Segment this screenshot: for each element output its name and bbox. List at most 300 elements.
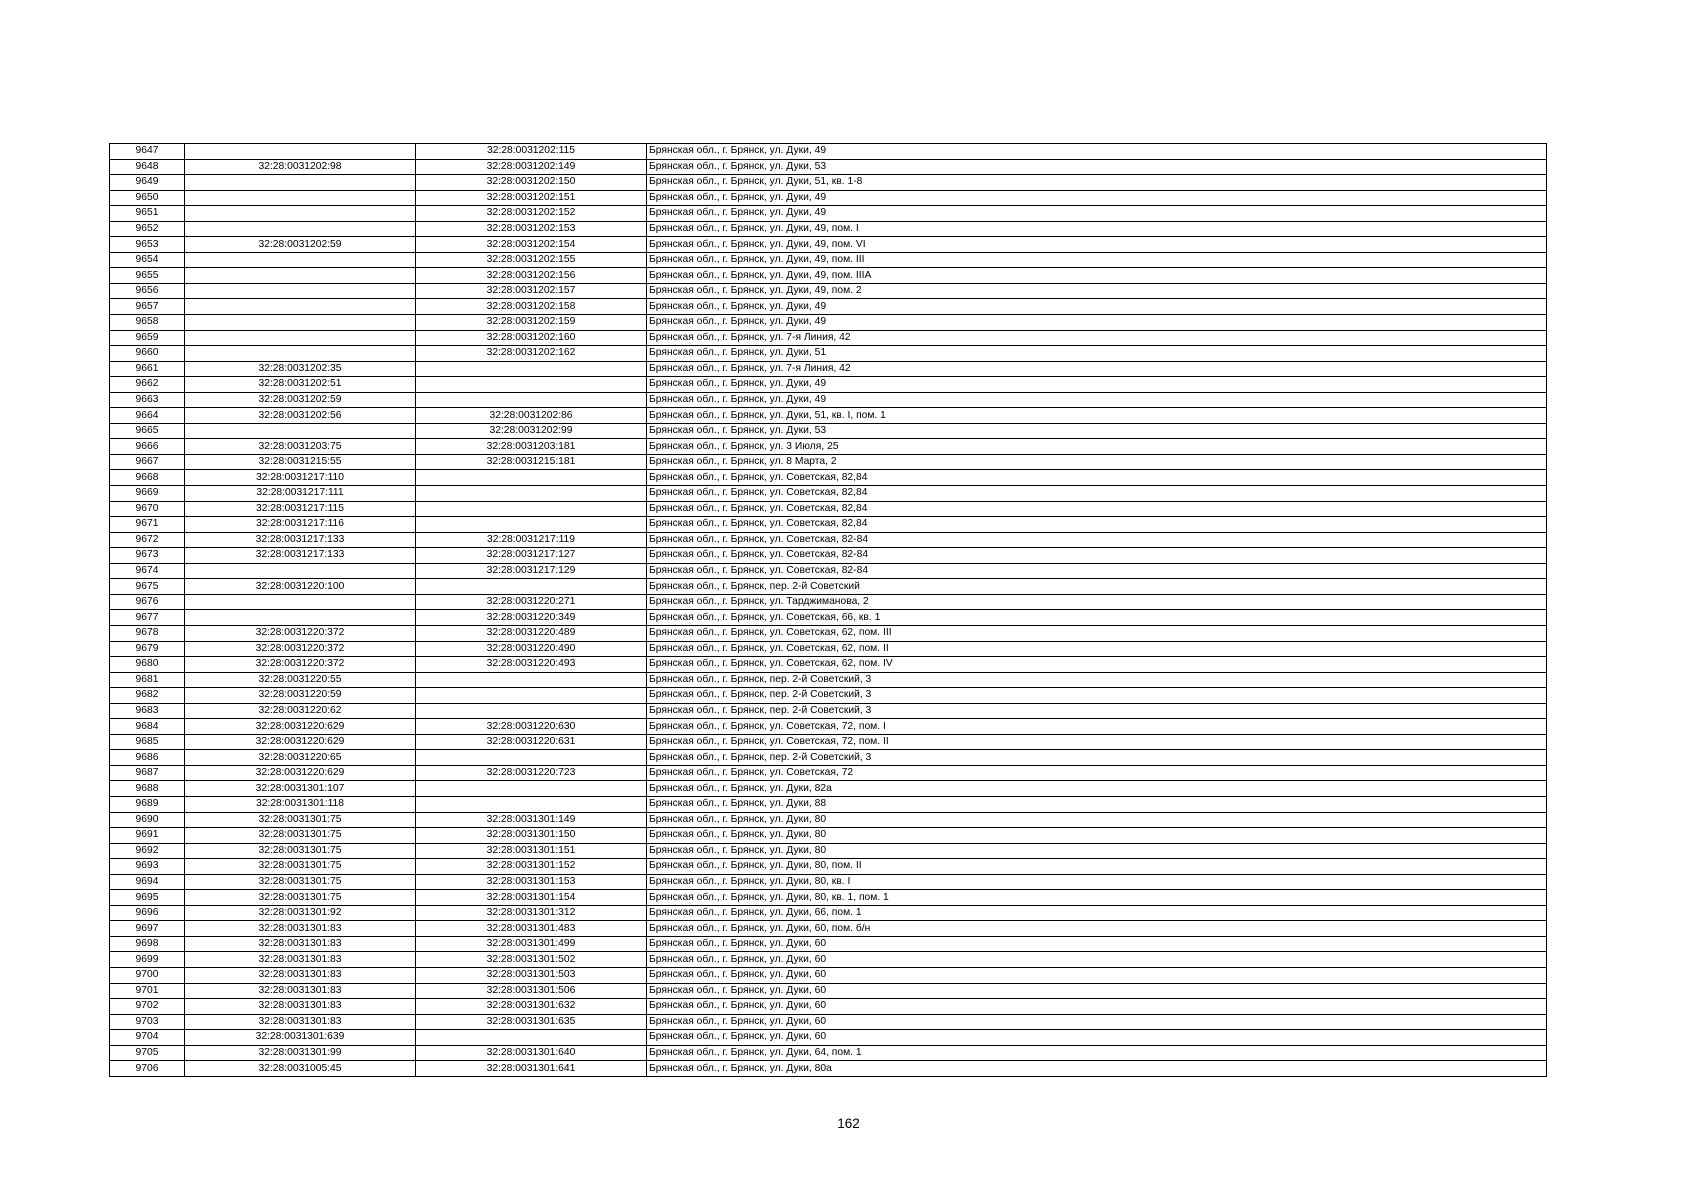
cadastral-number-cell [416, 517, 647, 533]
row-number-cell: 9667 [110, 454, 185, 470]
table-row [110, 501, 1547, 517]
row-number-cell: 9702 [110, 999, 185, 1015]
parent-cadastral-number-cell [185, 346, 416, 362]
parent-cadastral-number-cell [185, 221, 416, 237]
table-row [110, 703, 1547, 719]
address-cell: Брянская обл., г. Брянск, ул. Советская, 82,84 [647, 501, 1547, 517]
row-number-cell: 9680 [110, 657, 185, 673]
table-row [110, 905, 1547, 921]
table-row [110, 315, 1547, 331]
address-cell: Брянская обл., г. Брянск, ул. Дуки, 80, кв. 1, пом. 1 [647, 890, 1547, 906]
address-cell: Брянская обл., г. Брянск, ул. Дуки, 49 [647, 392, 1547, 408]
address-cell: Брянская обл., г. Брянск, ул. Тарджиманова, 2 [647, 594, 1547, 610]
table-row [110, 936, 1547, 952]
cadastral-number-cell: 32:28:0031301:151 [416, 843, 647, 859]
address-cell: Брянская обл., г. Брянск, ул. Дуки, 60 [647, 1014, 1547, 1030]
parent-cadastral-number-cell: 32:28:0031005:45 [185, 1061, 416, 1077]
cadastral-number-cell: 32:28:0031220:723 [416, 765, 647, 781]
cadastral-number-cell [416, 392, 647, 408]
cadastral-number-cell: 32:28:0031202:155 [416, 252, 647, 268]
cadastral-number-cell [416, 703, 647, 719]
cadastral-number-cell: 32:28:0031220:630 [416, 719, 647, 735]
parent-cadastral-number-cell: 32:28:0031301:118 [185, 796, 416, 812]
cadastral-number-cell [416, 377, 647, 393]
parent-cadastral-number-cell: 32:28:0031217:133 [185, 532, 416, 548]
parent-cadastral-number-cell: 32:28:0031301:83 [185, 921, 416, 937]
table-row [110, 470, 1547, 486]
parent-cadastral-number-cell: 32:28:0031202:51 [185, 377, 416, 393]
cadastral-number-cell: 32:28:0031301:153 [416, 874, 647, 890]
parent-cadastral-number-cell: 32:28:0031202:59 [185, 392, 416, 408]
address-cell: Брянская обл., г. Брянск, ул. Советская, 82,84 [647, 517, 1547, 533]
address-cell: Брянская обл., г. Брянск, ул. Дуки, 60 [647, 983, 1547, 999]
address-cell: Брянская обл., г. Брянск, ул. Дуки, 80 [647, 843, 1547, 859]
row-number-cell: 9653 [110, 237, 185, 253]
row-number-cell: 9656 [110, 283, 185, 299]
cadastral-number-cell: 32:28:0031202:156 [416, 268, 647, 284]
parent-cadastral-number-cell: 32:28:0031301:75 [185, 828, 416, 844]
cadastral-number-cell: 32:28:0031217:119 [416, 532, 647, 548]
address-cell: Брянская обл., г. Брянск, ул. Советская, 62, пом. IV [647, 657, 1547, 673]
parent-cadastral-number-cell: 32:28:0031301:107 [185, 781, 416, 797]
address-cell: Брянская обл., г. Брянск, ул. Советская, 72, пом. I [647, 719, 1547, 735]
parent-cadastral-number-cell: 32:28:0031301:83 [185, 936, 416, 952]
row-number-cell: 9692 [110, 843, 185, 859]
address-cell: Брянская обл., г. Брянск, ул. Дуки, 80, пом. II [647, 859, 1547, 875]
row-number-cell: 9668 [110, 470, 185, 486]
row-number-cell: 9695 [110, 890, 185, 906]
address-cell: Брянская обл., г. Брянск, ул. Дуки, 49, пом. I [647, 221, 1547, 237]
address-cell: Брянская обл., г. Брянск, ул. Советская, 82,84 [647, 470, 1547, 486]
table-row [110, 361, 1547, 377]
cadastral-number-cell: 32:28:0031202:149 [416, 159, 647, 175]
table-row [110, 921, 1547, 937]
cadastral-number-cell: 32:28:0031202:151 [416, 190, 647, 206]
row-number-cell: 9666 [110, 439, 185, 455]
cadastral-number-cell: 32:28:0031202:115 [416, 144, 647, 160]
row-number-cell: 9679 [110, 641, 185, 657]
address-cell: Брянская обл., г. Брянск, ул. Дуки, 49 [647, 190, 1547, 206]
row-number-cell: 9681 [110, 672, 185, 688]
cadastral-number-cell: 32:28:0031301:483 [416, 921, 647, 937]
parent-cadastral-number-cell [185, 330, 416, 346]
address-cell: Брянская обл., г. Брянск, ул. Дуки, 80 [647, 812, 1547, 828]
parent-cadastral-number-cell: 32:28:0031301:75 [185, 890, 416, 906]
address-cell: Брянская обл., г. Брянск, ул. Советская, 72 [647, 765, 1547, 781]
address-cell: Брянская обл., г. Брянск, пер. 2-й Советский [647, 579, 1547, 595]
row-number-cell: 9704 [110, 1030, 185, 1046]
address-cell: Брянская обл., г. Брянск, ул. Советская, 66, кв. 1 [647, 610, 1547, 626]
table-row [110, 159, 1547, 175]
cadastral-number-cell: 32:28:0031202:160 [416, 330, 647, 346]
cadastral-number-cell: 32:28:0031301:499 [416, 936, 647, 952]
address-cell: Брянская обл., г. Брянск, ул. Советская, 72, пом. II [647, 734, 1547, 750]
cadastral-number-cell: 32:28:0031217:127 [416, 548, 647, 564]
parent-cadastral-number-cell [185, 190, 416, 206]
row-number-cell: 9652 [110, 221, 185, 237]
registry-table-body [110, 144, 1547, 1077]
row-number-cell: 9663 [110, 392, 185, 408]
table-row [110, 641, 1547, 657]
parent-cadastral-number-cell: 32:28:0031301:83 [185, 999, 416, 1015]
table-row [110, 828, 1547, 844]
row-number-cell: 9674 [110, 563, 185, 579]
row-number-cell: 9649 [110, 175, 185, 191]
address-cell: Брянская обл., г. Брянск, ул. Дуки, 49 [647, 206, 1547, 222]
table-row [110, 268, 1547, 284]
row-number-cell: 9691 [110, 828, 185, 844]
parent-cadastral-number-cell: 32:28:0031301:99 [185, 1045, 416, 1061]
row-number-cell: 9689 [110, 796, 185, 812]
table-row [110, 408, 1547, 424]
address-cell: Брянская обл., г. Брянск, ул. Дуки, 82а [647, 781, 1547, 797]
parent-cadastral-number-cell: 32:28:0031215:55 [185, 454, 416, 470]
table-row [110, 999, 1547, 1015]
address-cell: Брянская обл., г. Брянск, пер. 2-й Советский, 3 [647, 703, 1547, 719]
row-number-cell: 9659 [110, 330, 185, 346]
cadastral-number-cell [416, 579, 647, 595]
address-cell: Брянская обл., г. Брянск, ул. Дуки, 80 [647, 828, 1547, 844]
cadastral-number-cell: 32:28:0031301:641 [416, 1061, 647, 1077]
row-number-cell: 9698 [110, 936, 185, 952]
address-cell: Брянская обл., г. Брянск, ул. 8 Марта, 2 [647, 454, 1547, 470]
table-row [110, 1030, 1547, 1046]
parent-cadastral-number-cell: 32:28:0031301:75 [185, 859, 416, 875]
table-row [110, 859, 1547, 875]
parent-cadastral-number-cell [185, 423, 416, 439]
address-cell: Брянская обл., г. Брянск, ул. 7-я Линия, 42 [647, 330, 1547, 346]
parent-cadastral-number-cell: 32:28:0031220:629 [185, 765, 416, 781]
row-number-cell: 9651 [110, 206, 185, 222]
row-number-cell: 9684 [110, 719, 185, 735]
row-number-cell: 9658 [110, 315, 185, 331]
address-cell: Брянская обл., г. Брянск, ул. Дуки, 60 [647, 936, 1547, 952]
row-number-cell: 9647 [110, 144, 185, 160]
address-cell: Брянская обл., г. Брянск, ул. Советская, 62, пом. II [647, 641, 1547, 657]
row-number-cell: 9700 [110, 967, 185, 983]
row-number-cell: 9654 [110, 252, 185, 268]
address-cell: Брянская обл., г. Брянск, ул. Дуки, 49, пом. III [647, 252, 1547, 268]
row-number-cell: 9686 [110, 750, 185, 766]
parent-cadastral-number-cell: 32:28:0031301:92 [185, 905, 416, 921]
table-row [110, 439, 1547, 455]
cadastral-number-cell: 32:28:0031220:271 [416, 594, 647, 610]
row-number-cell: 9688 [110, 781, 185, 797]
row-number-cell: 9650 [110, 190, 185, 206]
parent-cadastral-number-cell: 32:28:0031220:629 [185, 734, 416, 750]
row-number-cell: 9699 [110, 952, 185, 968]
parent-cadastral-number-cell: 32:28:0031220:62 [185, 703, 416, 719]
table-row [110, 423, 1547, 439]
parent-cadastral-number-cell: 32:28:0031217:111 [185, 486, 416, 502]
cadastral-number-cell: 32:28:0031202:150 [416, 175, 647, 191]
row-number-cell: 9701 [110, 983, 185, 999]
parent-cadastral-number-cell: 32:28:0031220:100 [185, 579, 416, 595]
cadastral-number-cell [416, 470, 647, 486]
table-row [110, 625, 1547, 641]
address-cell: Брянская обл., г. Брянск, ул. Дуки, 49 [647, 377, 1547, 393]
table-row [110, 486, 1547, 502]
parent-cadastral-number-cell: 32:28:0031203:75 [185, 439, 416, 455]
table-row [110, 330, 1547, 346]
parent-cadastral-number-cell: 32:28:0031202:59 [185, 237, 416, 253]
address-cell: Брянская обл., г. Брянск, пер. 2-й Советский, 3 [647, 688, 1547, 704]
row-number-cell: 9685 [110, 734, 185, 750]
cadastral-number-cell: 32:28:0031215:181 [416, 454, 647, 470]
address-cell: Брянская обл., г. Брянск, ул. Дуки, 60 [647, 967, 1547, 983]
parent-cadastral-number-cell: 32:28:0031202:35 [185, 361, 416, 377]
row-number-cell: 9657 [110, 299, 185, 315]
parent-cadastral-number-cell: 32:28:0031301:75 [185, 812, 416, 828]
cadastral-number-cell: 32:28:0031301:154 [416, 890, 647, 906]
table-row [110, 890, 1547, 906]
address-cell: Брянская обл., г. Брянск, ул. Дуки, 60 [647, 1030, 1547, 1046]
cadastral-number-cell [416, 501, 647, 517]
table-row [110, 144, 1547, 160]
address-cell: Брянская обл., г. Брянск, ул. Дуки, 53 [647, 159, 1547, 175]
row-number-cell: 9648 [110, 159, 185, 175]
address-cell: Брянская обл., г. Брянск, ул. Дуки, 80, кв. I [647, 874, 1547, 890]
row-number-cell: 9677 [110, 610, 185, 626]
cadastral-number-cell: 32:28:0031202:152 [416, 206, 647, 222]
cadastral-number-cell: 32:28:0031202:99 [416, 423, 647, 439]
address-cell: Брянская обл., г. Брянск, ул. Советская, 82-84 [647, 563, 1547, 579]
address-cell: Брянская обл., г. Брянск, ул. Дуки, 49, пом. 2 [647, 283, 1547, 299]
registry-table [109, 143, 1547, 1077]
parent-cadastral-number-cell [185, 299, 416, 315]
address-cell: Брянская обл., г. Брянск, ул. Советская, 62, пом. III [647, 625, 1547, 641]
parent-cadastral-number-cell [185, 315, 416, 331]
row-number-cell: 9671 [110, 517, 185, 533]
row-number-cell: 9694 [110, 874, 185, 890]
address-cell: Брянская обл., г. Брянск, ул. Дуки, 49 [647, 315, 1547, 331]
cadastral-number-cell: 32:28:0031202:158 [416, 299, 647, 315]
parent-cadastral-number-cell: 32:28:0031220:55 [185, 672, 416, 688]
parent-cadastral-number-cell [185, 283, 416, 299]
table-row [110, 532, 1547, 548]
parent-cadastral-number-cell [185, 206, 416, 222]
parent-cadastral-number-cell: 32:28:0031301:75 [185, 843, 416, 859]
parent-cadastral-number-cell [185, 268, 416, 284]
cadastral-number-cell: 32:28:0031202:154 [416, 237, 647, 253]
cadastral-number-cell [416, 750, 647, 766]
cadastral-number-cell: 32:28:0031202:157 [416, 283, 647, 299]
row-number-cell: 9673 [110, 548, 185, 564]
cadastral-number-cell: 32:28:0031301:150 [416, 828, 647, 844]
address-cell: Брянская обл., г. Брянск, ул. Дуки, 66, пом. 1 [647, 905, 1547, 921]
parent-cadastral-number-cell [185, 563, 416, 579]
address-cell: Брянская обл., г. Брянск, пер. 2-й Советский, 3 [647, 672, 1547, 688]
parent-cadastral-number-cell: 32:28:0031217:115 [185, 501, 416, 517]
table-row [110, 1045, 1547, 1061]
cadastral-number-cell: 32:28:0031301:632 [416, 999, 647, 1015]
parent-cadastral-number-cell [185, 610, 416, 626]
table-row [110, 579, 1547, 595]
address-cell: Брянская обл., г. Брянск, ул. Дуки, 51, кв. I, пом. 1 [647, 408, 1547, 424]
table-row [110, 765, 1547, 781]
table-row [110, 843, 1547, 859]
address-cell: Брянская обл., г. Брянск, ул. Дуки, 64, пом. 1 [647, 1045, 1547, 1061]
cadastral-number-cell: 32:28:0031220:493 [416, 657, 647, 673]
row-number-cell: 9705 [110, 1045, 185, 1061]
parent-cadastral-number-cell: 32:28:0031220:629 [185, 719, 416, 735]
table-row [110, 346, 1547, 362]
row-number-cell: 9683 [110, 703, 185, 719]
row-number-cell: 9687 [110, 765, 185, 781]
parent-cadastral-number-cell [185, 594, 416, 610]
cadastral-number-cell: 32:28:0031202:153 [416, 221, 647, 237]
address-cell: Брянская обл., г. Брянск, ул. Дуки, 53 [647, 423, 1547, 439]
cadastral-number-cell: 32:28:0031301:503 [416, 967, 647, 983]
table-row [110, 734, 1547, 750]
parent-cadastral-number-cell: 32:28:0031220:59 [185, 688, 416, 704]
cadastral-number-cell: 32:28:0031202:162 [416, 346, 647, 362]
table-row [110, 688, 1547, 704]
parent-cadastral-number-cell: 32:28:0031220:65 [185, 750, 416, 766]
table-row [110, 594, 1547, 610]
page-number: 162 [837, 1116, 860, 1131]
row-number-cell: 9690 [110, 812, 185, 828]
parent-cadastral-number-cell: 32:28:0031220:372 [185, 625, 416, 641]
row-number-cell: 9697 [110, 921, 185, 937]
address-cell: Брянская обл., г. Брянск, ул. Дуки, 80а [647, 1061, 1547, 1077]
table-row [110, 221, 1547, 237]
table-row [110, 283, 1547, 299]
table-row [110, 548, 1547, 564]
table-row [110, 517, 1547, 533]
row-number-cell: 9655 [110, 268, 185, 284]
cadastral-number-cell: 32:28:0031220:349 [416, 610, 647, 626]
address-cell: Брянская обл., г. Брянск, ул. Дуки, 60 [647, 999, 1547, 1015]
table-row [110, 1014, 1547, 1030]
parent-cadastral-number-cell: 32:28:0031220:372 [185, 641, 416, 657]
parent-cadastral-number-cell: 32:28:0031217:116 [185, 517, 416, 533]
table-row [110, 377, 1547, 393]
cadastral-number-cell: 32:28:0031301:502 [416, 952, 647, 968]
parent-cadastral-number-cell [185, 144, 416, 160]
table-row [110, 952, 1547, 968]
cadastral-number-cell: 32:28:0031220:631 [416, 734, 647, 750]
row-number-cell: 9661 [110, 361, 185, 377]
row-number-cell: 9706 [110, 1061, 185, 1077]
table-row [110, 967, 1547, 983]
parent-cadastral-number-cell: 32:28:0031202:98 [185, 159, 416, 175]
parent-cadastral-number-cell: 32:28:0031301:83 [185, 983, 416, 999]
cadastral-number-cell: 32:28:0031301:640 [416, 1045, 647, 1061]
address-cell: Брянская обл., г. Брянск, ул. Дуки, 49, пом. VI [647, 237, 1547, 253]
address-cell: Брянская обл., г. Брянск, ул. 7-я Линия, 42 [647, 361, 1547, 377]
cadastral-number-cell: 32:28:0031202:86 [416, 408, 647, 424]
table-row [110, 252, 1547, 268]
cadastral-number-cell: 32:28:0031301:152 [416, 859, 647, 875]
row-number-cell: 9675 [110, 579, 185, 595]
table-row [110, 750, 1547, 766]
table-row [110, 1061, 1547, 1077]
parent-cadastral-number-cell: 32:28:0031220:372 [185, 657, 416, 673]
address-cell: Брянская обл., г. Брянск, ул. 3 Июля, 25 [647, 439, 1547, 455]
address-cell: Брянская обл., г. Брянск, ул. Дуки, 60, пом. б/н [647, 921, 1547, 937]
row-number-cell: 9665 [110, 423, 185, 439]
table-row [110, 206, 1547, 222]
cadastral-number-cell [416, 1030, 647, 1046]
cadastral-number-cell: 32:28:0031301:312 [416, 905, 647, 921]
cadastral-number-cell: 32:28:0031301:635 [416, 1014, 647, 1030]
table-row [110, 454, 1547, 470]
cadastral-number-cell: 32:28:0031203:181 [416, 439, 647, 455]
cadastral-number-cell: 32:28:0031301:149 [416, 812, 647, 828]
table-row [110, 610, 1547, 626]
table-row [110, 190, 1547, 206]
row-number-cell: 9703 [110, 1014, 185, 1030]
parent-cadastral-number-cell: 32:28:0031301:75 [185, 874, 416, 890]
cadastral-number-cell: 32:28:0031301:506 [416, 983, 647, 999]
address-cell: Брянская обл., г. Брянск, ул. Дуки, 49 [647, 144, 1547, 160]
address-cell: Брянская обл., г. Брянск, ул. Дуки, 49 [647, 299, 1547, 315]
parent-cadastral-number-cell: 32:28:0031301:639 [185, 1030, 416, 1046]
row-number-cell: 9678 [110, 625, 185, 641]
address-cell: Брянская обл., г. Брянск, ул. Дуки, 51, кв. 1-8 [647, 175, 1547, 191]
row-number-cell: 9664 [110, 408, 185, 424]
parent-cadastral-number-cell: 32:28:0031301:83 [185, 967, 416, 983]
table-row [110, 299, 1547, 315]
table-row [110, 781, 1547, 797]
table-row [110, 392, 1547, 408]
row-number-cell: 9660 [110, 346, 185, 362]
row-number-cell: 9676 [110, 594, 185, 610]
cadastral-number-cell [416, 361, 647, 377]
cadastral-number-cell [416, 672, 647, 688]
table-row [110, 796, 1547, 812]
row-number-cell: 9682 [110, 688, 185, 704]
address-cell: Брянская обл., г. Брянск, пер. 2-й Советский, 3 [647, 750, 1547, 766]
table-row [110, 563, 1547, 579]
cadastral-number-cell [416, 486, 647, 502]
table-row [110, 719, 1547, 735]
table-row [110, 983, 1547, 999]
row-number-cell: 9662 [110, 377, 185, 393]
cadastral-number-cell: 32:28:0031217:129 [416, 563, 647, 579]
parent-cadastral-number-cell: 32:28:0031301:83 [185, 1014, 416, 1030]
parent-cadastral-number-cell [185, 252, 416, 268]
address-cell: Брянская обл., г. Брянск, ул. Советская, 82-84 [647, 532, 1547, 548]
cadastral-number-cell: 32:28:0031220:489 [416, 625, 647, 641]
parent-cadastral-number-cell: 32:28:0031217:133 [185, 548, 416, 564]
cadastral-number-cell [416, 796, 647, 812]
address-cell: Брянская обл., г. Брянск, ул. Советская, 82,84 [647, 486, 1547, 502]
address-cell: Брянская обл., г. Брянск, ул. Дуки, 88 [647, 796, 1547, 812]
table-row [110, 874, 1547, 890]
cadastral-number-cell: 32:28:0031202:159 [416, 315, 647, 331]
table-row [110, 812, 1547, 828]
row-number-cell: 9696 [110, 905, 185, 921]
parent-cadastral-number-cell: 32:28:0031301:83 [185, 952, 416, 968]
address-cell: Брянская обл., г. Брянск, ул. Дуки, 51 [647, 346, 1547, 362]
address-cell: Брянская обл., г. Брянск, ул. Дуки, 60 [647, 952, 1547, 968]
parent-cadastral-number-cell: 32:28:0031217:110 [185, 470, 416, 486]
cadastral-number-cell [416, 781, 647, 797]
row-number-cell: 9670 [110, 501, 185, 517]
row-number-cell: 9693 [110, 859, 185, 875]
parent-cadastral-number-cell [185, 175, 416, 191]
parent-cadastral-number-cell: 32:28:0031202:56 [185, 408, 416, 424]
table-row [110, 237, 1547, 253]
cadastral-number-cell [416, 688, 647, 704]
row-number-cell: 9672 [110, 532, 185, 548]
address-cell: Брянская обл., г. Брянск, ул. Дуки, 49, пом. IIIА [647, 268, 1547, 284]
table-row [110, 657, 1547, 673]
table-row [110, 175, 1547, 191]
table-row [110, 672, 1547, 688]
